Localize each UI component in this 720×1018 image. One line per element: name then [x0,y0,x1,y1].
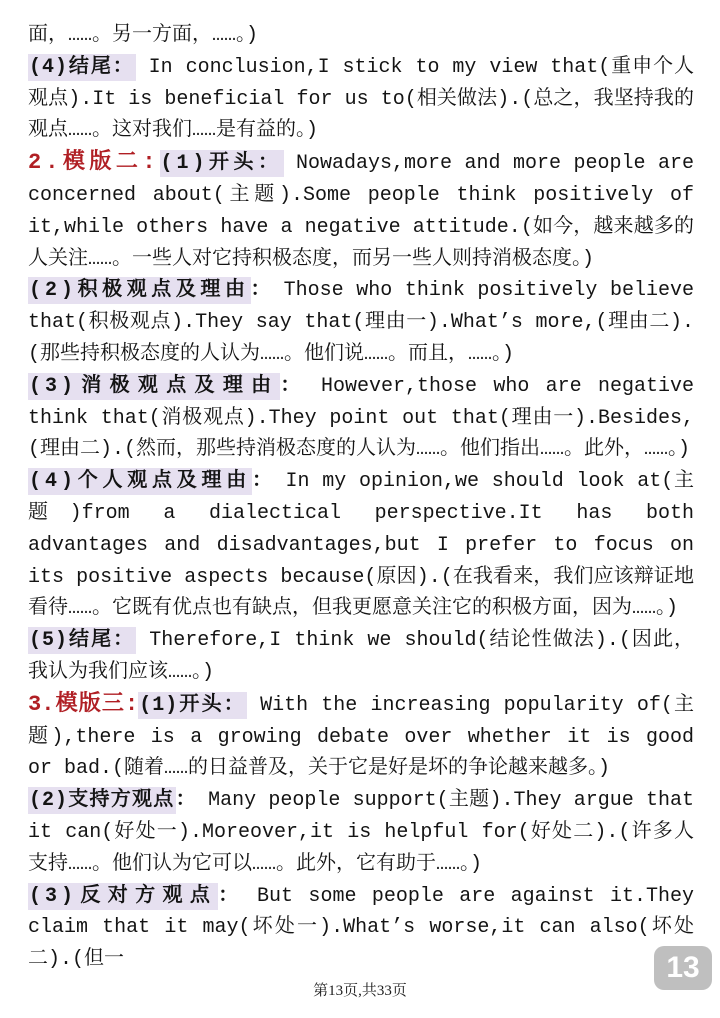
section-label: (2)积极观点及理由 [29,279,250,303]
section-label: (2)支持方观点 [29,789,175,813]
section-label: (5)结尾： [29,629,136,653]
body-text: With the increasing popularity of(主题),there is a growing debate over whether it is good or bad.(随着……的日益普及，关于它是好是坏的争论越来越多。) [28,693,694,781]
body-text: However,those who are negative think that(消极观点).They point out that(理由一).Besides,(理由二).(然而，那些持消极态度的人认为……。他们指出……。此外，……。) [28,374,695,462]
paragraph [28,625,694,689]
template-heading: 2.模版二: [28,150,160,176]
section-label: (3)反对方观点 [29,884,218,908]
page-indicator-badge: 13 [654,946,712,990]
section-label: (4)结尾： [29,55,135,79]
section-label: (4)个人观点及理由 [29,470,251,494]
colon: ： [175,789,196,813]
paragraph [28,881,694,976]
body-text: But some people are against it.They claim that it may(坏处一).What’s worse,it can also(坏处二).(但一 [28,884,695,972]
paragraph [28,371,694,466]
page-content [28,20,694,976]
colon: ： [218,884,242,908]
body-text: Many people support(主题).They argue that it can(好处一).Moreover,it is helpful for(好处二).(许多人支持……。他们认为它可以……。此外，它有助于……。) [28,789,695,876]
paragraph [28,147,694,275]
colon: ： [251,470,273,494]
paragraph [28,466,694,625]
body-text: In conclusion,I stick to my view that(重申个人观点).It is beneficial for us to(相关做法).(总之，我坚持我的观点……。这对我们……是有益的。) [28,55,694,143]
body-text: Those who think positively believe that(积极观点).They say that(理由一).What’s more,(理由二).(那些持积极态度的人认为……。他们说……。而且，……。) [28,279,695,366]
paragraph [28,275,694,370]
section-label: (1)开头： [160,152,283,176]
continuation-text: 面，……。另一方面，……。) [28,24,259,47]
paragraph [28,689,694,785]
paragraph [28,785,694,880]
colon: ： [280,374,305,398]
paragraph [28,52,694,147]
footer-page-number: 第13页,共33页 [313,983,407,999]
template-heading: 3.模版三: [28,691,139,717]
body-text: In my opinion,we should look at(主题)from a dialectical perspective.It has both advantages and disadvantages,but I prefer to focus on its positive aspects because(原因).(在我看来，我们应该辩证地看待……。它既有优点也有缺点，但我更愿意关注它的积极方面，因为……。) [28,470,694,621]
section-label: (3)消极观点及理由 [29,374,280,398]
paragraph [28,20,694,52]
section-label: (1)开头： [139,693,246,717]
body-text: Nowadays,more and more people are concerned about(主题).Some people think positively of it,while others have a negative attitude.(如今，越来越多的人关注……。一些人对它持积极态度，而另一些人则持消极态度。) [28,152,694,271]
colon: ： [250,279,272,303]
body-text: Therefore,I think we should(结论性做法).(因此，我认为我们应该……。) [28,629,695,684]
